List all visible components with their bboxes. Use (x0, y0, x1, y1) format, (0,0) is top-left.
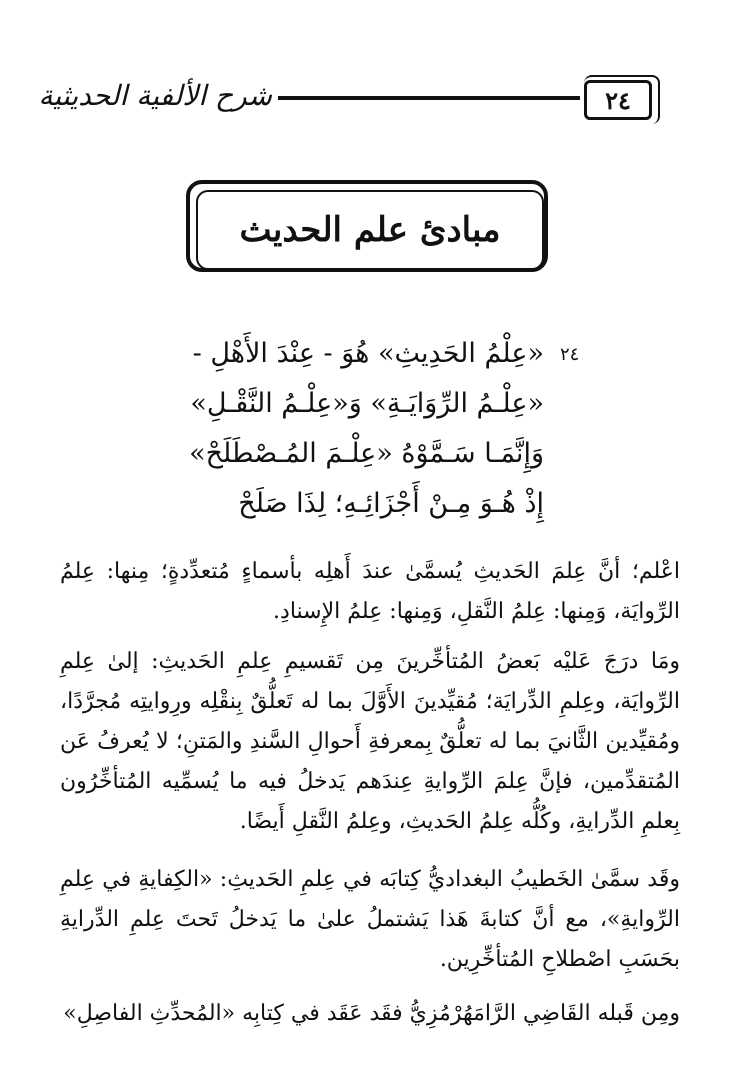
chapter-title: مبادئ علم الحديث (239, 210, 501, 250)
verse-line-4: إِذْ هُـوَ مِـنْ أَجْزَائِـهِ؛ لِذَا صَلَحْ (238, 488, 544, 519)
paragraph-text: وقَد سمَّىٰ الخَطيبُ البغداديُّ كِتابَه في عِلمِ الحَديثِ: «الكِفايةِ في عِلمِ الرِّوايةِ»، مع أنَّ كتابةَ هَذا يَشتملُ علىٰ ما يَدخلُ تَحتَ عِلمِ الدِّرايةِ بحَسَبِ اصْطلاحِ المُتأخِّرِين. (60, 867, 680, 972)
header-rule (278, 96, 580, 100)
running-header-title: شرح الألفية الحديثية (38, 79, 272, 112)
chapter-frame (196, 190, 544, 270)
paragraph (60, 552, 680, 632)
page-number: ٢٤ (605, 85, 631, 115)
paragraph-text: اعْلم؛ أنَّ عِلمَ الحَديثِ يُسمَّىٰ عندَ أَهلِه بأسماءٍ مُتعدِّدةٍ؛ مِنها: عِلمُ الرِّوايَة، وَمِنها: عِلمُ النَّقلِ، وَمِنها: عِلمُ الإِسنادِ. (60, 559, 680, 624)
verse-line-2: «عِلْـمُ الرِّوَايَـةِ» وَ«عِلْـمُ النَّقْـلِ» (190, 388, 544, 419)
paragraph (60, 642, 680, 842)
paragraph (60, 994, 680, 1034)
paragraph (60, 860, 680, 980)
verse-number: ٢٤ (560, 344, 580, 365)
verse-line-1: «عِلْمُ الحَدِيثِ» هُوَ - عِنْدَ الأَهْلِ - (192, 338, 544, 369)
verse-line-3: وَإِنَّمَـا سَـمَّوْهُ «عِلْـمَ المُـصْطَلَحْ» (189, 438, 544, 469)
page-number-box (584, 80, 652, 120)
paragraph-text: ومَا درَجَ عَليْه بَعضُ المُتأخِّرينَ مِن تَقسيمِ عِلمِ الحَديثِ: إلىٰ عِلمِ الرِّوايَة، وعِلمِ الدِّرايَة؛ مُقيِّدينَ الأَوَّلَ بما له تَعلُّقٌ بِنقْلِه ورِوايتِه مُجرَّدًا، ومُقيِّدين الثَّانيَ بما له تعلُّقٌ بِمعرفةِ أَحوالِ السَّندِ والمَتنِ؛ لا يُعرفُ عَن المُتقدِّمين، فإنَّ عِلمَ الرِّوايةِ عِندَهم يَدخلُ فيه ما يُسمِّيه المُتأخِّرُون بِعلمِ الدِّرايةِ، وكُلُّه عِلمُ الحَديثِ، وعِلمُ النَّقلِ أَيضًا. (60, 649, 680, 834)
paragraph-text: ومِن قَبله القَاضِي الرَّامَهُرْمُزِيُّ فقَد عَقَد في كِتابِه «المُحدِّثِ الفاصِلِ» (63, 1001, 680, 1026)
